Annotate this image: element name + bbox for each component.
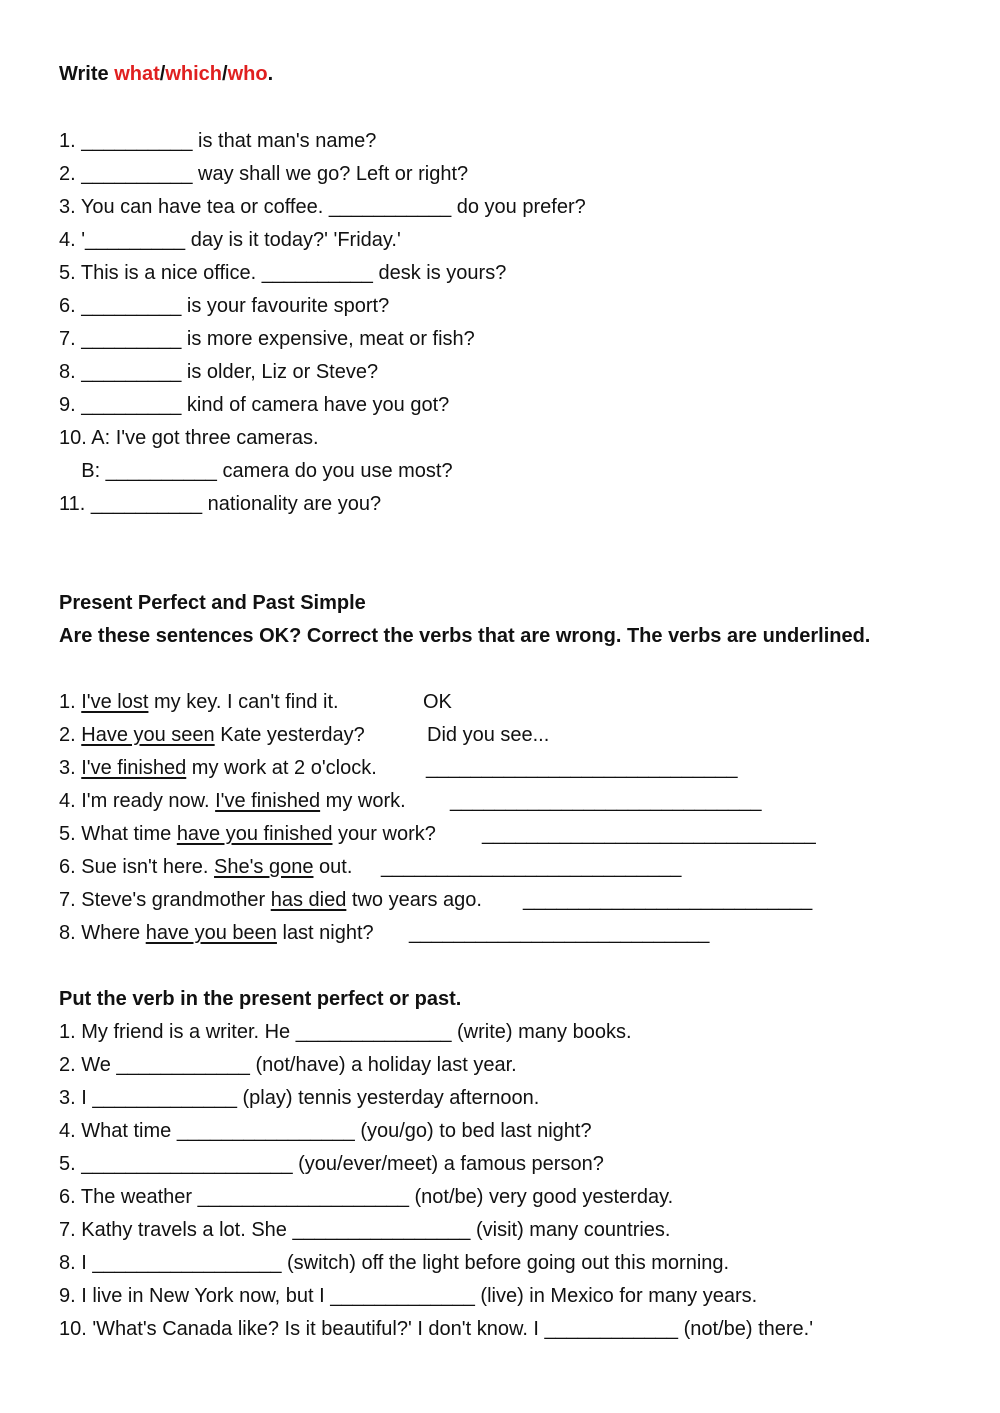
s2-item (59, 888, 482, 912)
section2-title: Present Perfect and Past Simple (59, 592, 366, 614)
s2-item (59, 855, 352, 879)
s2-item (59, 789, 406, 813)
s3-item: 7. Kathy travels a lot. She ________________ (visit) many countries. (59, 1219, 671, 1241)
s2-answer: __________________________ (523, 889, 813, 911)
s1-item: 3. You can have tea or coffee. ___________ do you prefer? (59, 196, 586, 218)
underlined-verb: Have you seen (81, 724, 215, 746)
s2-pre: 5. What time (59, 823, 177, 845)
section1-heading (59, 62, 273, 86)
underlined-verb: I've finished (215, 790, 321, 812)
underlined-verb: have you been (145, 922, 277, 944)
underlined-verb: She's gone (214, 856, 314, 878)
heading-sep1: / (159, 63, 166, 85)
section3-title: Put the verb in the present perfect or past. (59, 988, 462, 1010)
underlined-verb: I've lost (81, 691, 149, 713)
section2-instruction: Are these sentences OK? Correct the verbs that are wrong. The verbs are underlined. (59, 625, 871, 647)
word-who: who (227, 63, 268, 85)
s1-item: 6. _________ is your favourite sport? (59, 295, 390, 317)
s1-item: 9. _________ kind of camera have you got? (59, 394, 450, 416)
s1-item: 5. This is a nice office. __________ desk is yours? (59, 262, 507, 284)
s2-pre: 6. Sue isn't here. (59, 856, 215, 878)
s2-answer: OK (423, 691, 452, 713)
s2-answer: ______________________________ (482, 823, 816, 845)
underlined-verb: I've finished (81, 757, 187, 779)
s2-answer: ____________________________ (450, 790, 762, 812)
s2-pre: 7. Steve's grandmother (59, 889, 271, 911)
s3-item: 4. What time ________________ (you/go) to bed last night? (59, 1120, 592, 1142)
s2-post: Kate yesterday? (214, 724, 365, 746)
s3-item: 1. My friend is a writer. He ______________ (write) many books. (59, 1021, 632, 1043)
s2-post: two years ago. (346, 889, 482, 911)
heading-end: . (267, 63, 274, 85)
s2-answer: ____________________________ (426, 757, 738, 779)
s2-post: last night? (276, 922, 374, 944)
s3-item: 8. I _________________ (switch) off the light before going out this morning. (59, 1252, 730, 1274)
s2-answer: Did you see... (427, 724, 550, 746)
s2-post: my key. I can't find it. (148, 691, 339, 713)
underlined-verb: has died (270, 889, 347, 911)
s1-item: 7. _________ is more expensive, meat or fish? (59, 328, 475, 350)
s2-item (59, 822, 436, 846)
heading-sep2: / (222, 63, 228, 85)
s2-answer: ___________________________ (381, 856, 682, 878)
s2-item (59, 756, 377, 780)
s1-item: 2. __________ way shall we go? Left or right? (59, 163, 469, 185)
s2-answer: ___________________________ (409, 922, 710, 944)
s2-pre: 1. (59, 691, 82, 713)
s2-pre: 8. Where (59, 922, 146, 944)
s2-post: my work. (320, 790, 406, 812)
s1-item: 4. '_________ day is it today?' 'Friday.' (59, 229, 401, 251)
s1-item: 1. __________ is that man's name? (59, 130, 377, 152)
s3-item: 10. 'What's Canada like? Is it beautiful?' I don't know. I ____________ (not/be) there.' (59, 1318, 814, 1340)
s2-post: your work? (332, 823, 436, 845)
heading-prefix: Write (59, 63, 115, 85)
s3-item: 3. I _____________ (play) tennis yesterday afternoon. (59, 1087, 540, 1109)
s1-item: 10. A: I've got three cameras. (59, 427, 319, 449)
s3-item: 6. The weather ___________________ (not/be) very good yesterday. (59, 1186, 674, 1208)
s1-item: B: __________ camera do you use most? (59, 460, 453, 482)
s2-post: my work at 2 o'clock. (186, 757, 377, 779)
s2-pre: 3. (59, 757, 82, 779)
s3-item: 9. I live in New York now, but I _____________ (live) in Mexico for many years. (59, 1285, 758, 1307)
word-what: what (114, 63, 160, 85)
s2-pre: 4. I'm ready now. (59, 790, 216, 812)
underlined-verb: have you finished (176, 823, 333, 845)
s2-post: out. (313, 856, 353, 878)
s1-item: 8. _________ is older, Liz or Steve? (59, 361, 379, 383)
word-which: which (165, 63, 222, 85)
s1-item: 11. __________ nationality are you? (59, 493, 382, 515)
s2-item (59, 690, 339, 714)
s2-pre: 2. (59, 724, 82, 746)
s2-item (59, 921, 374, 945)
s3-item: 2. We ____________ (not/have) a holiday last year. (59, 1054, 517, 1076)
s2-item (59, 723, 365, 747)
s3-item: 5. ___________________ (you/ever/meet) a famous person? (59, 1153, 604, 1175)
